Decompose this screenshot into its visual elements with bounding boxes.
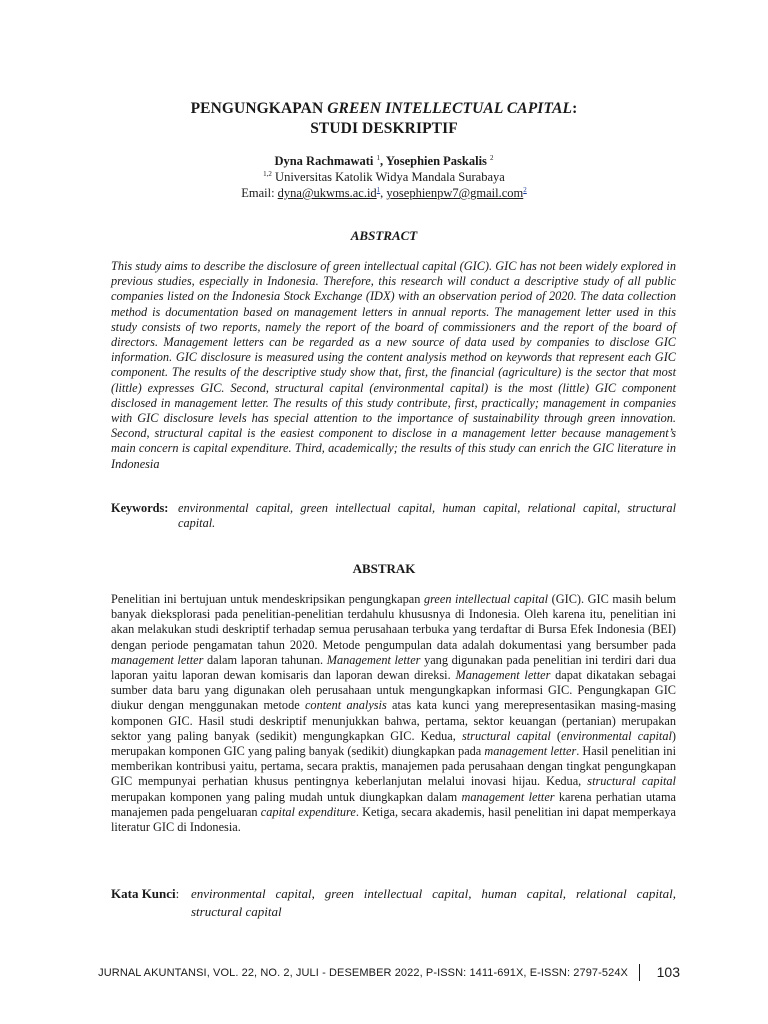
abstrak-italic-term: environmental capital xyxy=(561,728,672,743)
abstrak-text-run: ( xyxy=(550,728,562,743)
email-1-sup[interactable]: 1 xyxy=(376,185,381,194)
abstrak-italic-term: green intellectual capital xyxy=(423,592,549,606)
abstrak-text-run: yang digunakan pada penelitian ini terdiri dari dua laporan yaitu laporan dewan komisaris dan laporan dewan direksi. xyxy=(111,652,676,683)
keywords-label: Keywords: xyxy=(111,501,169,515)
abstrak-italic-term: Management letter xyxy=(326,652,421,667)
abstract-heading: ABSTRACT xyxy=(350,228,418,243)
abstract-body: This study aims to describe the disclosure of green intellectual capital (GIC). GIC has not been widely explored in previous studies, especially in Indonesia. Therefore, this research will conduct a descriptive study of all public companies listed on the Indonesia Stock Exchange (IDX) with an observation period of 2020. The data collection method is documentation based on management letters in annual reports. The management letter used in this study consists of two reports, namely the report of the board of commissioners and the report of the board of directors. Management letters can be regarded as a new source of data used by companies to disclose GIC information. GIC disclosure is measured using the content analysis method on keywords that represent each GIC component. The results of the descriptive study show that, first, the financial (agriculture) is the sector that most (little) expresses GIC. Second, structural capital (environmental capital) is the most (little) GIC component disclosed in management letter. The results of this study contribute, first, practically; management in companies with GIC disclosure levels has special attention to the importance of sustainability through green innovation. Second, structural capital is the easiest component to disclose in a management letter because management’s main concern is capital expenditure. Third, academically; the results of this study can enrich the GIC literature in Indonesia xyxy=(111,259,676,471)
abstrak-text-run: karena perhatian utama manajemen pada pengeluaran xyxy=(111,789,676,819)
abstrak-italic-term: content analysis xyxy=(304,698,387,713)
abstrak-text-run: merupakan komponen yang paling mudah untuk diungkapkan dalam xyxy=(111,789,462,804)
email-2-sup[interactable]: 2 xyxy=(523,185,527,194)
abstrak-text-run: atas kata kunci yang merepresentasikan masing-masing komponen GIC. Hasil studi deskriptif menunjukkan bahwa, pertama, sektor keuangan (pertanian) merupakan sektor yang paling banyak (sedikit) mengungkapkan GIC. Kedua, xyxy=(111,698,676,743)
abstrak-italic-term: structural capital xyxy=(587,774,676,789)
abstrak-italic-term: management letter xyxy=(111,652,204,667)
footer-divider xyxy=(639,964,640,981)
email-separator: , xyxy=(380,186,387,200)
page-footer xyxy=(0,963,680,983)
abstrak-italic-term: management letter xyxy=(461,789,555,804)
page-number: 103 xyxy=(656,964,680,980)
abstrak-italic-term: Management letter xyxy=(455,668,551,683)
abstrak-italic-term: management letter xyxy=(484,744,577,759)
email-1-link[interactable]: dyna@ukwms.ac.id xyxy=(277,186,377,200)
email-line xyxy=(0,185,768,201)
abstrak-heading: ABSTRAK xyxy=(352,561,416,576)
affiliation xyxy=(0,169,768,185)
title-line-1 xyxy=(0,99,768,119)
kata-kunci-label xyxy=(111,885,179,903)
affiliation-text: Universitas Katolik Widya Mandala Surabaya xyxy=(271,170,505,184)
abstrak-italic-term: capital expenditure xyxy=(260,804,356,819)
abstract-keywords xyxy=(111,501,676,531)
abstrak-body xyxy=(111,592,676,835)
abstrak-keywords xyxy=(111,885,676,921)
title-colon: : xyxy=(572,100,578,117)
abstrak-text-run: dapat dikatakan sebagai sumber data baru yang digunakan oleh perusahaan untuk mengungkapkan informasi GIC. Pengungkapan GIC diukur dengan menggunakan metode xyxy=(111,668,676,713)
abstrak-text-run: ) merupakan komponen GIC yang paling banyak (sedikit) diungkapkan pada xyxy=(111,728,676,759)
journal-citation: JURNAL AKUNTANSI, VOL. 22, NO. 2, JULI - DESEMBER 2022, P-ISSN: 1411-691X, E-ISSN: 2797-524X xyxy=(98,967,628,979)
abstrak-italic-term: structural capital xyxy=(461,728,551,743)
author-separator: , xyxy=(380,154,386,168)
kata-kunci-label-text: Kata Kunci xyxy=(111,886,176,901)
title-italic: GREEN INTELLECTUAL CAPITAL xyxy=(327,100,573,117)
abstrak-text-run: Penelitian ini bertujuan untuk mendeskripsikan pengungkapan xyxy=(111,592,424,606)
abstrak-text-run: (GIC). GIC masih belum banyak dieksplorasi pada penelitian-penelitian terdahulu khususnya di Indonesia. Oleh karena itu, penelitian ini akan melakukan studi deskriptif terhadap semua perusahaan terbuka yang terdaftar di Bursa Efek Indonesia (BEI) dengan periode pengamatan tahun 2020. Metode pengumpulan data adalah dokumentasi yang bersumber pada xyxy=(111,592,677,652)
author-2-name: Yosephien Paskalis xyxy=(385,154,491,168)
author-1-sup: 1 xyxy=(376,153,381,162)
abstrak-text-run: . Ketiga, secara akademis, hasil penelitian ini dapat memperkaya literatur GIC di Indonesia. xyxy=(111,804,676,835)
title-line-2: STUDI DESKRIPTIF xyxy=(310,120,458,137)
email-label: Email: xyxy=(241,186,278,200)
title-plain: PENGUNGKAPAN xyxy=(190,100,328,117)
kata-kunci-colon: : xyxy=(175,886,180,901)
abstrak-text-run: . Hasil penelitian ini memberikan kontribusi yaitu, pertama, secara praktis, manajemen pada perusahaan dengan tingkat pengungkapan GIC mempunyai perhatian khusus pentingnya keberlanjutan melalui inovasi hijau. Kedua, xyxy=(111,744,676,789)
abstrak-text-run: dalam laporan tahunan. xyxy=(203,652,327,667)
keywords-text: environmental capital, green intellectual capital, human capital, relational capital, structural capital. xyxy=(178,501,676,531)
email-2-link[interactable]: yosephienpw7@gmail.com xyxy=(386,186,524,200)
author-list xyxy=(0,153,768,169)
author-2-sup: 2 xyxy=(490,153,494,162)
kata-kunci-text: environmental capital, green intellectual capital, human capital, relational capital, structural capital xyxy=(191,886,676,919)
author-1-name: Dyna Rachmawati xyxy=(274,154,377,168)
affiliation-sup: 1,2 xyxy=(263,169,272,178)
paper-title xyxy=(0,99,768,139)
